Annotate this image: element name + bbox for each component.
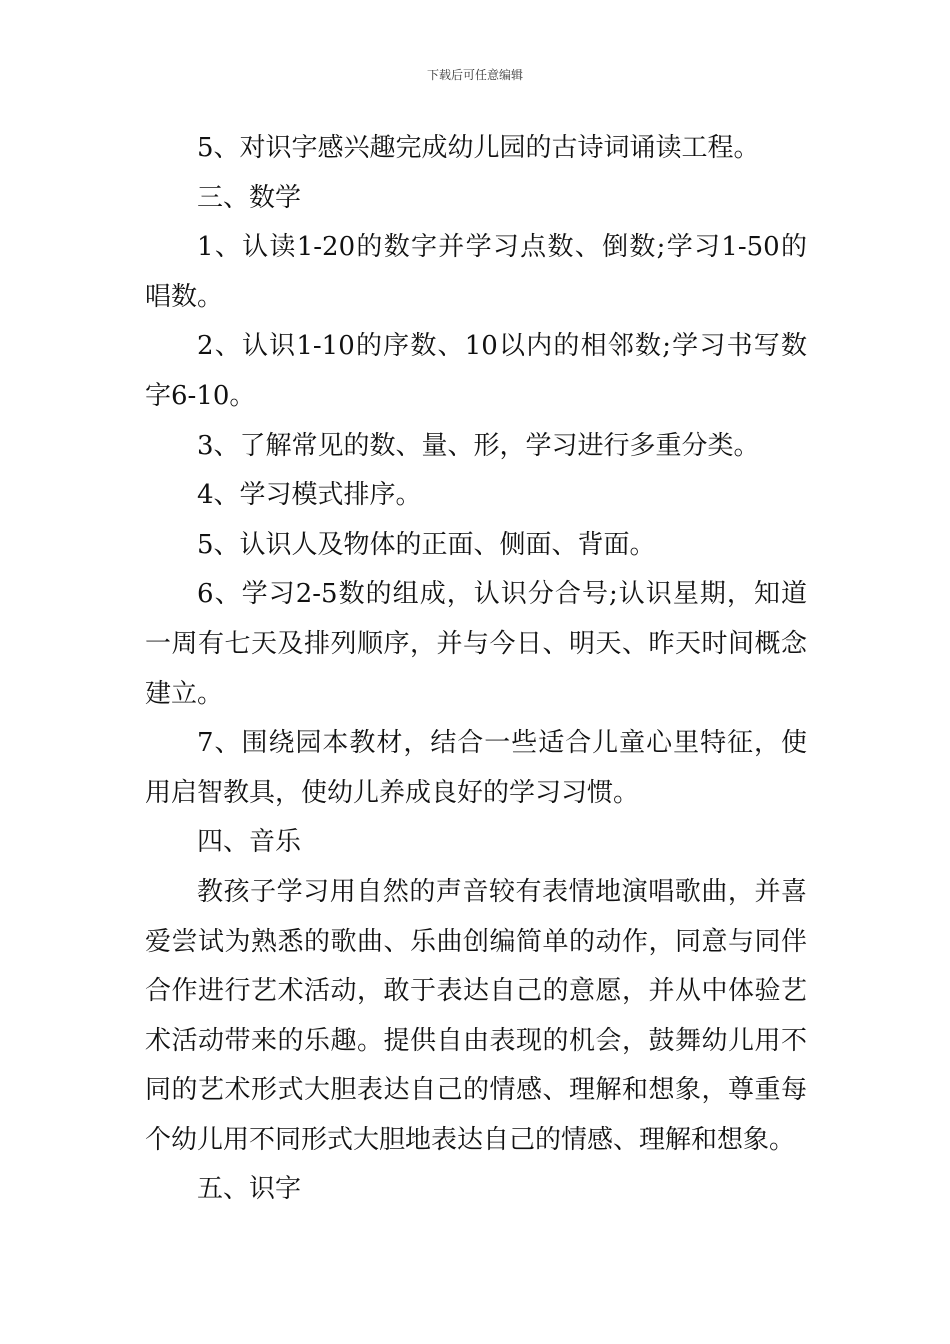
- section-heading-math: 三、数学: [197, 182, 302, 213]
- paragraph-math-item-7: 7、围绕园本教材，结合一些适合儿童心里特征，使用启智教具，使幼儿养成良好的学习习惯。: [145, 728, 807, 808]
- paragraph-math-item-1: 1、认读1-20的数字并学习点数、倒数;学习1-50的唱数。: [145, 232, 807, 312]
- page-header-note: 下载后可任意编辑: [426, 68, 523, 82]
- paragraph-literacy-item-5: 5、对识字感兴趣完成幼儿园的古诗词诵读工程。: [197, 133, 760, 163]
- section-heading-music: 四、音乐: [197, 827, 302, 858]
- paragraph-math-item-5: 5、认识人及物体的正面、侧面、背面。: [197, 529, 656, 560]
- paragraph-math-item-6: 6、学习2-5数的组成，认识分合号;认识星期，知道一周有七天及排列顺序，并与今日、明天、昨天时间概念建立。: [145, 579, 807, 709]
- paragraph-music-body: 教孩子学习用自然的声音较有表情地演唱歌曲，并喜爱尝试为熟悉的歌曲、乐曲创编简单的动作，同意与同伴合作进行艺术活动，敢于表达自己的意愿，并从中体验艺术活动带来的乐趣。提供自由表现的机会，鼓舞幼儿用不同的艺术形式大胆表达自己的情感、理解和想象，尊重每个幼儿用不同形式大胆地表达自己的情感、理解和想象。: [145, 876, 807, 1155]
- section-heading-literacy: 五、识字: [197, 1174, 302, 1205]
- paragraph-math-item-4: 4、学习模式排序。: [197, 480, 422, 511]
- paragraph-math-item-3: 3、了解常见的数、量、形，学习进行多重分类。: [197, 430, 760, 461]
- paragraph-math-item-2: 2、认识1-10的序数、10以内的相邻数;学习书写数字6-10。: [145, 331, 807, 411]
- document-body: [145, 124, 807, 1215]
